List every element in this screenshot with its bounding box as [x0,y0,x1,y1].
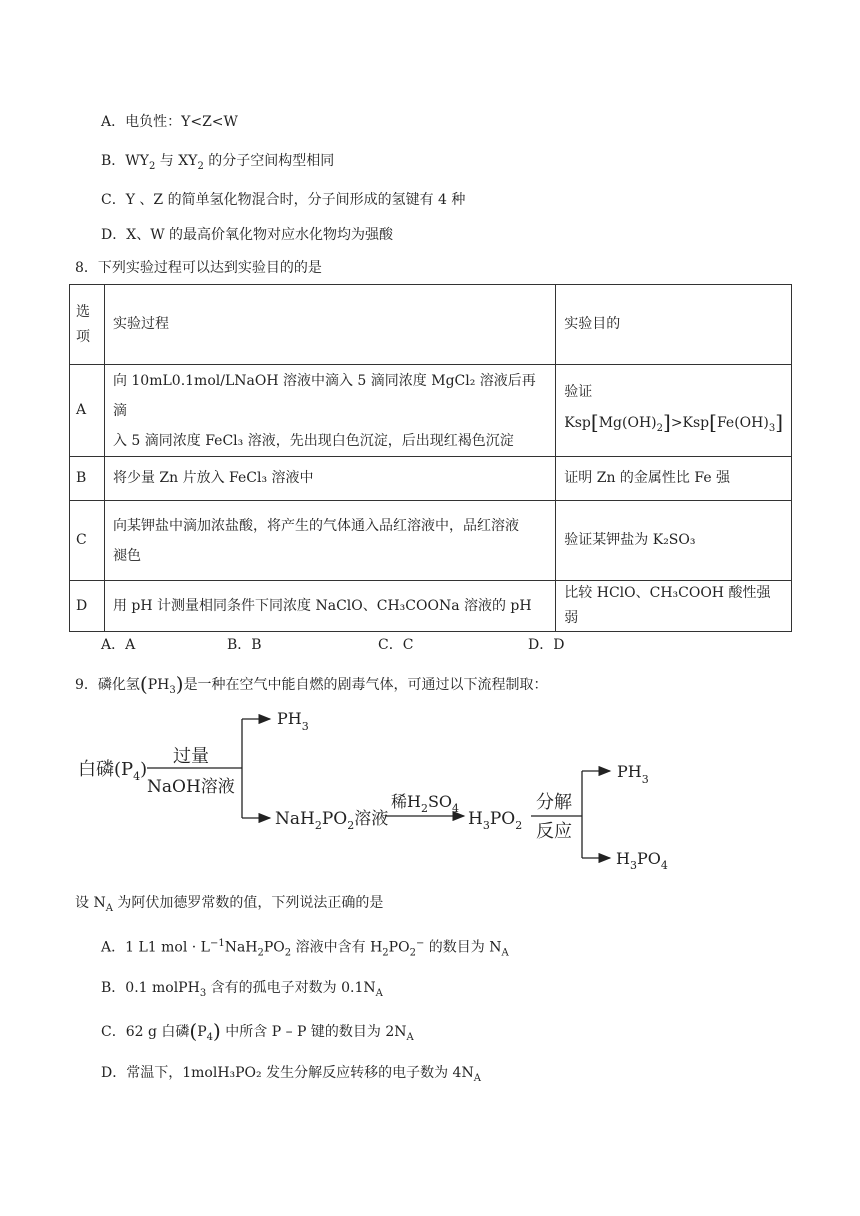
flow-cond2: 稀$H_2SO_4$ [391,792,460,815]
q9-option-a: A．1 L1 mol · $L^{-1}NaH_2PO_2$ 溶液中含有 $H_2PO_2^-$ 的数目为 $N_A$ [101,938,509,959]
row-process: 将少量 Zn 片放入 FeCl₃ 溶液中 [104,457,555,501]
row-process: 向某钾盐中滴加浓盐酸，将产生的气体通入品红溶液中，品红溶液 褪色 [104,501,555,581]
flow-cond1-top: 过量 [173,746,209,767]
row-purpose: 比较 HClO、CH₃COOH 酸性强弱 [556,581,792,632]
q9-setup: 设 $N_A$ 为阿伏加德罗常数的值，下列说法正确的是 [75,895,384,914]
header-process: 实验过程 [104,285,555,365]
flow-prod1: $PH_3$ [277,709,309,733]
q7-option-b: B．$WY_2$ 与 $XY_2$ 的分子空间构型相同 [101,153,335,172]
table-header-row [70,285,792,365]
row-option: D [70,581,105,632]
q9-stem: 9．磷化氢$(PH_3)$是一种在空气中能自燃的剧毒气体，可通过以下流程制取： [75,672,548,696]
flow-cond3-top: 分解 [536,792,572,813]
flow-cond3-bottom: 反应 [536,821,572,842]
q8-experiment-table [69,284,792,632]
row-option: A [70,365,105,457]
row-process: 向 10mL0.1mol/LNaOH 溶液中滴入 5 滴同浓度 MgCl₂ 溶液后再滴 入 5 滴同浓度 FeCl₃ 溶液，先出现白色沉淀，后出现红褐色沉淀 [104,365,555,457]
q9-option-b: B．0.1 molPH$_3$ 含有的孤电子对数为 $0.1N_A$ [101,980,383,999]
table-row [70,501,792,581]
table-row [70,365,792,457]
row-option: B [70,457,105,501]
row-purpose: 验证 $Ksp[Mg(OH)_2]>Ksp[Fe(OH)_3]$ [556,365,792,457]
row-process: 用 pH 计测量相同条件下同浓度 NaClO、CH₃COONa 溶液的 pH [104,581,555,632]
header-purpose: 实验目的 [556,285,792,365]
q8-answer-d: D．D [528,637,565,653]
flow-cond1-bottom: NaOH溶液 [147,777,235,797]
q7-option-d: D．X、W 的最高价氧化物对应水化物均为强酸 [101,227,394,243]
flow-prod2: $PH_3$ [617,762,649,786]
flow-acid: $H_3PO_2$ [468,809,523,832]
q8-answer-c: C．C [378,637,414,653]
q8-answer-options [101,634,621,654]
flow-mid: $NaH_2PO_2$溶液 [275,809,389,832]
table-row [70,457,792,501]
q7-option-c: C．Y 、Z 的简单氢化物混合时，分子间形成的氢键有 4 种 [101,192,466,208]
q8-answer-a: A．A [101,637,136,653]
phosphine-flow-diagram [75,708,715,876]
row-purpose: 证明 Zn 的金属性比 Fe 强 [556,457,792,501]
q9-option-d: D．常温下，1molH₃PO₂ 发生分解反应转移的电子数为 $4N_A$ [101,1065,481,1084]
table-row [70,581,792,632]
flow-prod3: $H_3PO_4$ [616,849,668,872]
q8-stem: 8．下列实验过程可以达到实验目的的是 [75,260,322,276]
q8-answer-b: B．B [227,637,262,653]
flow-start: 白磷$(P_4)$ [78,759,148,783]
row-purpose: 验证某钾盐为 K₂SO₃ [556,501,792,581]
header-option: 选 项 [70,285,105,365]
q7-option-a: A．电负性：Y<Z<W [101,114,238,130]
q9-option-c: C．62 g 白磷$(P_4)$ 中所含 P – P 键的数目为 $2N_A$ [101,1019,414,1043]
row-option: C [70,501,105,581]
